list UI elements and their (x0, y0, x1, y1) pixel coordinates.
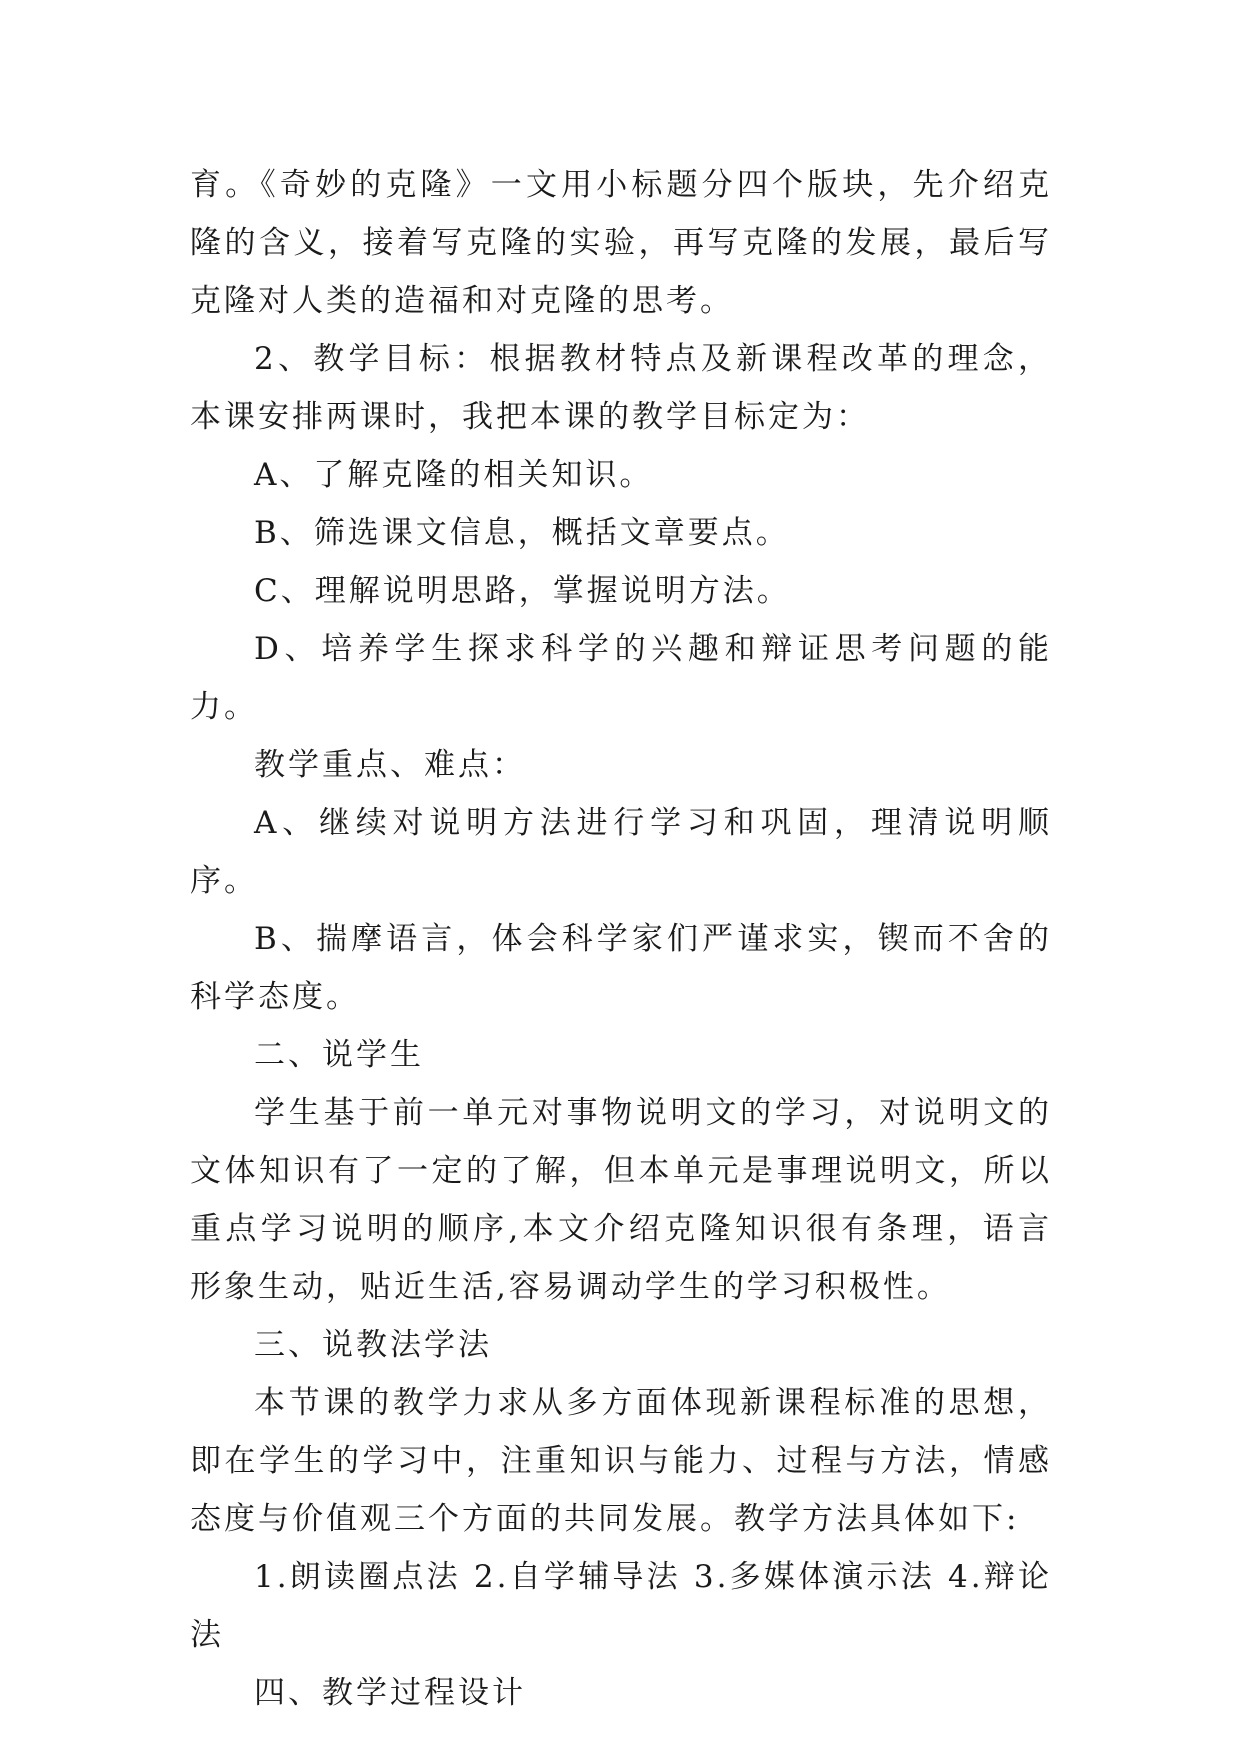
goal-item-c: C、理解说明思路，掌握说明方法。 (254, 573, 791, 609)
goal-item-b: B、筛选课文信息，概括文章要点。 (254, 515, 790, 551)
paragraph-students: 学生基于前一单元对事物说明文的学习，对说明文的文体知识有了一定的了解，但本单元是事理说明文，所以重点学习说明的顺序,本文介绍克隆知识很有条理，语言形象生动，贴近生活,容易调动学生的学习积极性。 (190, 1095, 1052, 1305)
methods-list: 1.朗读圈点法 2.自学辅导法 3.多媒体演示法 4.辩论法 (190, 1559, 1052, 1653)
document-body (190, 156, 1052, 1722)
section-heading-methods: 三、说教法学法 (254, 1327, 492, 1363)
paragraph-teaching-goals: 2、教学目标：根据教材特点及新课程改革的理念，本课安排两课时，我把本课的教学目标定为： (190, 341, 1052, 435)
goal-item-d: D、培养学生探求科学的兴趣和辩证思考问题的能力。 (190, 631, 1052, 725)
goal-item-a: A、了解克隆的相关知识。 (254, 457, 654, 493)
section-heading-students: 二、说学生 (254, 1037, 424, 1073)
key-points-heading: 教学重点、难点： (254, 747, 526, 783)
key-point-b: B、揣摩语言，体会科学家们严谨求实，锲而不舍的科学态度。 (190, 921, 1052, 1015)
paragraph-methods: 本节课的教学力求从多方面体现新课程标准的思想，即在学生的学习中，注重知识与能力、过程与方法，情感态度与价值观三个方面的共同发展。教学方法具体如下: (190, 1385, 1052, 1537)
key-point-a: A、继续对说明方法进行学习和巩固，理清说明顺序。 (190, 805, 1052, 899)
section-heading-process: 四、教学过程设计 (254, 1675, 526, 1711)
paragraph-intro-continued: 育。《奇妙的克隆》一文用小标题分四个版块，先介绍克隆的含义，接着写克隆的实验，再写克隆的发展，最后写克隆对人类的造福和对克隆的思考。 (190, 167, 1052, 319)
